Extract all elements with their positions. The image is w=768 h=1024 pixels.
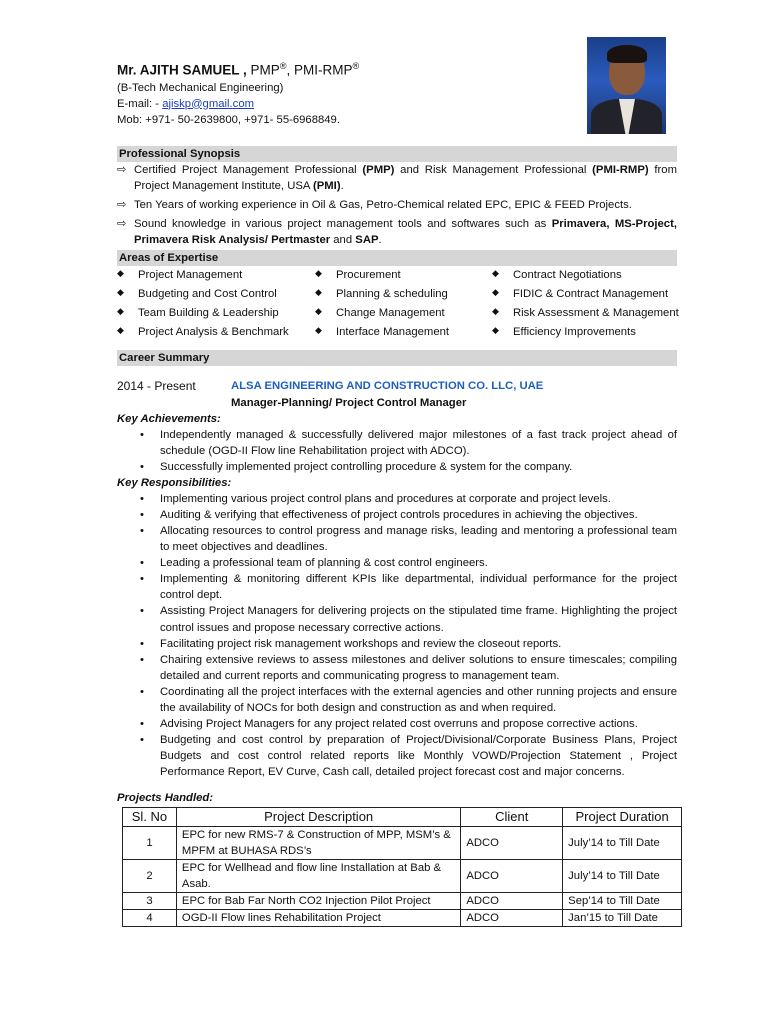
diamond-bullet-icon: ◆ [315,286,322,297]
diamond-bullet-icon: ◆ [117,325,124,335]
list-item: • Allocating resources to control progress and manage risks, leading and mentoring a professional team to meet objectives and deadlines. [160,523,677,555]
list-item: • Budgeting and cost control by preparation of Project/Divisional/Corporate Business Plans, Project Budgets and cost control related reports like Monthly VOWD/Projection Statement , Project Performance Report, EV Curve, Cash call, detailed project forecast cost and major concerns. [160,732,677,780]
list-item: • Successfully implemented project controlling procedure & system for the company. [160,459,677,475]
arrow-icon: ⇨ [117,217,127,230]
responsibilities-list [117,491,677,780]
expertise-item: ◆ Efficiency Improvements [492,325,636,338]
diamond-bullet-icon: ◆ [492,325,499,335]
expertise-item: ◆ Planning & scheduling [315,286,448,300]
list-item: • Assisting Project Managers for delivering projects on the stipulated time frame. Highlighting the project control issues and propose necessary corrective actions. [160,603,677,635]
candidate-name: Mr. AJITH SAMUEL , PMP®, PMI-RMP® [117,61,360,78]
table-row: 3 EPC for Bab Far North CO2 Injection Pilot Project ADCO Sep’14 to Till Date [123,893,682,910]
diamond-bullet-icon: ◆ [117,267,124,278]
email-line: E-mail: - ajiskp@gmail.com [117,97,255,110]
expertise-item: ◆ Risk Assessment & Management [492,305,679,319]
synopsis-item: ⇨ Ten Years of working experience in Oil & Gas, Petro-Chemical related EPC, EPIC & FEED Projects. [117,197,677,213]
list-item: • Auditing & verifying that effectiveness of project controls procedures in achieving the objectives. [160,507,677,523]
email-link[interactable]: ajiskp@gmail.com [162,97,255,110]
list-item: • Chairing extensive reviews to assess milestones and deliver solutions to ensure timescales; compiling detailed and current reports and communicating progress to management team. [160,652,677,684]
diamond-bullet-icon: ◆ [315,325,322,335]
synopsis-item: ⇨ Sound knowledge in various project management tools and softwares such as Primavera, MS-Project, Primavera Risk Analysis/ Pertmaster and SAP. [117,217,677,246]
projects-heading: Projects Handled: [117,791,214,804]
col-header: Project Description [176,807,460,826]
list-item: • Implementing various project control plans and procedures at corporate and project levels. [160,491,677,507]
list-item: • Facilitating project risk management workshops and review the closeout reports. [160,636,677,652]
qualification: (B-Tech Mechanical Engineering) [117,81,284,94]
list-item: • Independently managed & successfully delivered major milestones of a fast track project ahead of schedule (OGD-II Flow line Rehabilitation project with ADCO). [160,427,677,459]
col-header: Project Duration [563,807,682,826]
responsibilities-heading: Key Responsibilities: [117,477,232,490]
table-row: 1 EPC for new RMS-7 & Construction of MPP, MSM’s & MPFM at BUHASA RDS’s ADCO July’14 to Till Date [123,827,682,860]
diamond-bullet-icon: ◆ [492,305,499,316]
col-header: Sl. No [123,807,177,826]
expertise-item: ◆ Contract Negotiations [492,267,622,281]
resume-page [117,58,677,927]
diamond-bullet-icon: ◆ [315,267,322,278]
arrow-icon: ⇨ [117,198,127,211]
expertise-grid [117,267,677,340]
list-item: • Implementing & monitoring different KPIs like departmental, individual performance for the project control dept. [160,571,677,603]
projects-table [122,807,682,928]
diamond-bullet-icon: ◆ [117,286,124,297]
expertise-item: ◆ Budgeting and Cost Control [117,286,277,300]
career-entry [117,378,677,395]
table-row: 4 OGD-II Flow lines Rehabilitation Project ADCO Jan’15 to Till Date [123,910,682,927]
table-header-row [123,807,682,826]
expertise-item: ◆ Project Management [117,267,243,281]
diamond-bullet-icon: ◆ [117,305,124,316]
expertise-item: ◆ Change Management [315,305,445,319]
col-header: Client [461,807,563,826]
mobile-line: Mob: +971- 50-2639800, +971- 55-6968849. [117,113,340,126]
achievements-list [117,427,677,475]
job-title: Manager-Planning/ Project Control Manager [231,397,467,410]
expertise-item: ◆ Project Analysis & Benchmark [117,325,289,338]
expertise-item: ◆ Interface Management [315,325,450,338]
list-item: • Advising Project Managers for any project related cost overruns and propose corrective actions. [160,716,677,732]
synopsis-item: ⇨ Certified Project Management Professional (PMP) and Risk Management Professional (PMI-RMP) from Project Management Institute, USA (PMI). [117,163,677,192]
list-item: • Leading a professional team of planning & cost control engineers. [160,555,677,571]
achievements-heading: Key Achievements: [117,413,221,426]
career-heading: Career Summary [117,350,677,366]
synopsis-list [117,162,677,248]
expertise-item: ◆ FIDIC & Contract Management [492,286,669,300]
table-row: 2 EPC for Wellhead and flow line Installation at Bab & Asab. ADCO July’14 to Till Date [123,860,682,893]
expertise-item: ◆ Team Building & Leadership [117,305,279,319]
synopsis-heading: Professional Synopsis [117,146,677,162]
company-name: ALSA ENGINEERING AND CONSTRUCTION CO. LLC, UAE [231,380,544,393]
diamond-bullet-icon: ◆ [492,286,499,297]
arrow-icon: ⇨ [117,163,127,176]
list-item: • Coordinating all the project interfaces with the external agencies and other running projects and ensure the availability of NOCs for both design and construction as and when required. [160,684,677,716]
expertise-item: ◆ Procurement [315,267,401,281]
career-period: 2014 - Present [117,379,196,394]
diamond-bullet-icon: ◆ [492,267,499,278]
expertise-heading: Areas of Expertise [117,250,677,266]
diamond-bullet-icon: ◆ [315,305,322,316]
